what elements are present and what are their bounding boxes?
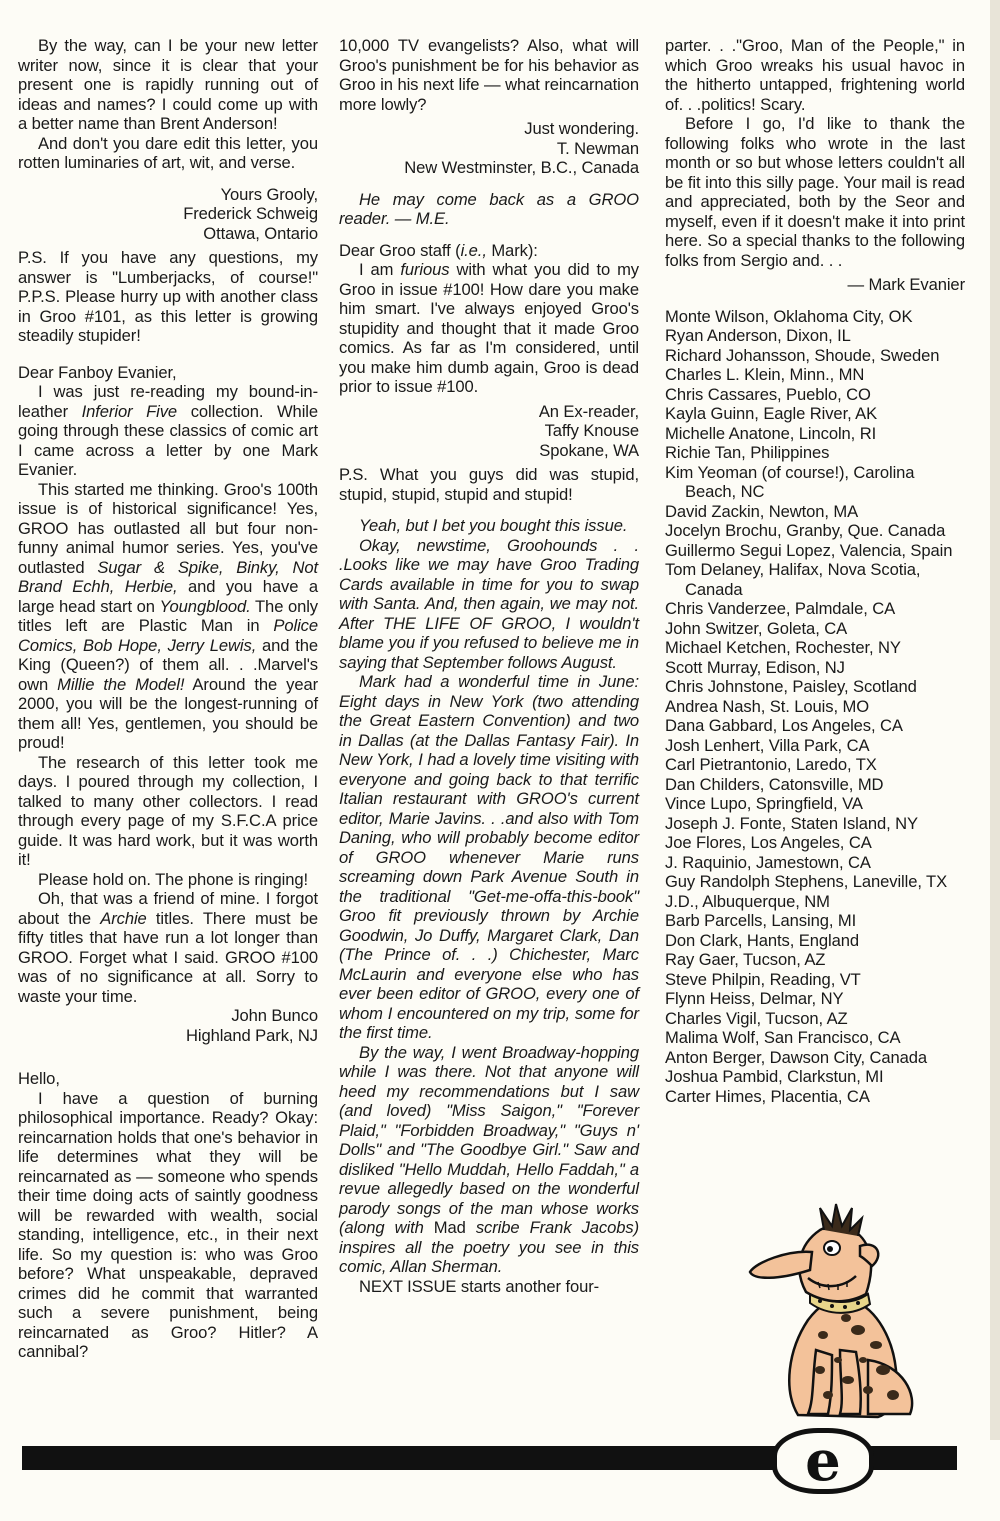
- letter4-paragraph: I am furious with what you did to my Groo in issue #100! How dare you make him smart. I've always enjoyed Groo's stupidity and thought that it made Groo comics. As far as I'm considered, until you make him dumb again, Groo is dead prior to issue #100.: [339, 260, 639, 396]
- reader-name-item: Michelle Anatone, Lincoln, RI: [665, 423, 877, 443]
- reader-name-item: Vince Lupo, Springfield, VA: [665, 794, 863, 813]
- reader-name-item: Ryan Anderson, Dixon, IL: [665, 326, 851, 345]
- reader-name-item: Richie Tan, Philippines: [665, 443, 830, 462]
- editor-signature: — Mark Evanier: [847, 275, 965, 294]
- letter2-paragraph: The research of this letter took me days. I poured through my collection, I talked to many other collectors. I read through every page of my S.F.C.A price guide. It was hard work, but it was worth it!: [18, 752, 318, 869]
- signature-name: Taffy Knouse: [544, 421, 639, 440]
- salutation: Dear Fanboy Evanier,: [18, 362, 177, 382]
- reader-name-item: Dan Childers, Catonsville, MD: [665, 774, 884, 794]
- salutation: Hello,: [18, 1069, 60, 1088]
- postscript: P.S. What you guys did was stupid, stupid, stupid, stupid and stupid!: [339, 465, 639, 504]
- letter2-paragraph: Please hold on. The phone is ringing!: [38, 869, 308, 889]
- reader-name-item: Andrea Nash, St. Louis, MO: [665, 696, 869, 716]
- reader-name-item: Monte Wilson, Oklahoma City, OK: [665, 306, 913, 326]
- news-paragraph: Mark had a wonderful time in June: Eight days in New York (two attending the Great Eastern Convention) and two in Dallas (at the Dallas Fantasy Fair). In New York, I had a lovely time visiting with everyone and going back to that terrific Italian restaurant with GROO's current editor, Marie Javins. . .and also with Tom Daning, who will probably become editor of GROO whenever Marie runs screaming down Park Avenue South in the traditional "Get-me-offa-this-book" Groo fit previously thrown by Archie Goodwin, Jo Duffy, Margaret Clark, Dan (The Prince of. . .) Chichester, Marc McLaurin and everyone else who has ever been editor of GROO, every one of whom I encountered on my trip, some for the first time.: [339, 672, 639, 1042]
- reader-name-item: Guy Randolph Stephens, Laneville, TX: [665, 872, 948, 891]
- letter2-paragraph: This started me thinking. Groo's 100th issue is of historical significance! Yes, GROO has outlasted all but four non-funny animal humor series. Yes, you've outlasted Sugar & Spike, Binky, Not Brand Echh, Herbie, and you have a large head start on Youngblood. The only titles left are Plastic Man in Police Comics, Bob Hope, Jerry Lewis, and the King (Queen?) of them all. . .Marvel's own Millie the Model! Around the year 2000, you will be the longest-running of them all! Yes, gentlemen, you should be proud!: [18, 479, 318, 752]
- news-paragraph: By the way, I went Broadway-hopping while I was there. Not that anyone will heed my recommendations but I saw (and loved) "Miss Saigon," "Forever Plaid," "Forbidden Broadway," "Guys n' Dolls" and "The Goodbye Girl." Saw and disliked "Hello Muddah, Hello Faddah," a revue allegedly based on the wonderful parody songs of the man whose works (along with Mad scribe Frank Jacobs) inspires all the poetry you see in this comic, Allan Sherman.: [339, 1042, 639, 1276]
- letter2-paragraph: I was just re-reading my bound-in-leather Inferior Five collection. While going through these classics of comic art I came across a letter by one Mark Evanier.: [18, 382, 318, 479]
- reader-name-item: Don Clark, Hants, England: [665, 930, 859, 950]
- signature-line: Just wondering.: [524, 119, 639, 138]
- signature-name: John Bunco: [231, 1006, 318, 1025]
- news-paragraph: Okay, newstime, Groohounds . . .Looks like we may have Groo Trading Cards available in time for you to swap with Santa. And, then again, we may not. After THE LIFE OF GROO, I wouldn't blame you if you refused to believe me in saying that September follows August.: [339, 535, 639, 672]
- reader-name-item: Malima Wolf, San Francisco, CA: [665, 1028, 901, 1047]
- reader-name-item: Chris Vanderzee, Palmdale, CA: [665, 599, 896, 618]
- reader-name-item: Steve Philpin, Reading, VT: [665, 969, 861, 989]
- reader-name-item: Josh Lenhert, Villa Park, CA: [665, 735, 870, 755]
- cartoon-creature-illustration: [728, 1200, 968, 1422]
- reader-name-item: Charles L. Klein, Minn., MN: [665, 365, 865, 384]
- signature-place: Spokane, WA: [539, 440, 639, 460]
- signature-place: Ottawa, Ontario: [203, 223, 318, 243]
- reader-names-list: [665, 307, 965, 1107]
- next-issue-continued: parter. . ."Groo, Man of the People," in which Groo wreaks his usual havoc in the hitherto untapped, frightening world of. . .politics! Scary.: [665, 36, 965, 114]
- reader-name-item: Joshua Pambid, Clarkstun, MI: [665, 1067, 884, 1086]
- reader-name-item: Charles Vigil, Tucson, AZ: [665, 1008, 848, 1028]
- letter3-continued: 10,000 TV evangelists? Also, what will Groo's punishment be for his behavior as Groo in his next life — what reincarnation more lowly?: [339, 36, 639, 114]
- reader-name-item: Kayla Guinn, Eagle River, AK: [665, 404, 878, 423]
- footer-e-badge: e: [772, 1428, 874, 1494]
- signature-line: An Ex-reader,: [538, 401, 639, 421]
- reader-name-item: Flynn Heiss, Delmar, NY: [665, 989, 844, 1008]
- reader-name-item: Dana Gabbard, Los Angeles, CA: [665, 716, 903, 735]
- editor-reply: Yeah, but I bet you bought this issue.: [359, 516, 628, 535]
- signature-line: Yours Grooly,: [220, 184, 318, 204]
- editor-reply: He may come back as a GROO reader. — M.E.: [339, 189, 639, 228]
- column-2: [339, 36, 639, 1296]
- reader-name-item: Chris Cassares, Pueblo, CO: [665, 384, 871, 404]
- signature-place: Highland Park, NJ: [185, 1025, 318, 1045]
- reader-name-item: J.D., Albuquerque, NM: [665, 891, 830, 911]
- letter1-paragraph: And don't you dare edit this letter, you rotten luminaries of art, wit, and verse.: [18, 133, 318, 172]
- reader-name-item: Scott Murray, Edison, NJ: [665, 657, 845, 677]
- reader-name-item: Kim Yeoman (of course!), Carolina Beach, NC: [665, 462, 915, 501]
- reader-name-item: Chris Johnstone, Paisley, Scotland: [665, 677, 917, 696]
- signature-name: T. Newman: [556, 138, 639, 158]
- letter2-paragraph: Oh, that was a friend of mine. I forgot about the Archie titles. There must be fifty titles that have run a lot longer than GROO. Forget what I said. GROO #100 was of no significance at all. Sorry to waste your time.: [18, 889, 318, 1006]
- reader-name-item: John Switzer, Goleta, CA: [665, 618, 848, 638]
- reader-name-item: Michael Ketchen, Rochester, NY: [665, 638, 901, 657]
- reader-name-item: Guillermo Segui Lopez, Valencia, Spain: [665, 540, 953, 560]
- reader-name-item: J. Raquinio, Jamestown, CA: [665, 852, 871, 872]
- reader-name-item: David Zackin, Newton, MA: [665, 501, 859, 521]
- reader-name-item: Joe Flores, Los Angeles, CA: [665, 833, 872, 852]
- reader-name-item: Jocelyn Brochu, Granby, Que. Canada: [665, 521, 946, 540]
- salutation: Dear Groo staff (i.e., Mark):: [339, 240, 538, 260]
- thanks-paragraph: Before I go, I'd like to thank the following folks who wrote in the last month or so but whose letters couldn't all be fit into this silly page. Your mail is read and appreciated, both by the Seor and myself, even if it doesn't make it into print here. So a special thanks to the following folks from Sergio and. . .: [665, 114, 965, 270]
- reader-name-item: Barb Parcells, Lansing, MI: [665, 911, 857, 930]
- letter1-paragraph: By the way, can I be your new letter writer now, since it is clear that your present one is rapidly running out of ideas and names? I could come up with a better name than Brent Anderson!: [18, 36, 318, 133]
- reader-name-item: Carter Himes, Placentia, CA: [665, 1086, 870, 1106]
- reader-name-item: Anton Berger, Dawson City, Canada: [665, 1047, 928, 1067]
- reader-name-item: Carl Pietrantonio, Laredo, TX: [665, 755, 877, 774]
- signature-name: Frederick Schweig: [183, 204, 318, 223]
- signature-place: New Westminster, B.C., Canada: [404, 158, 639, 177]
- postscript: P.S. If you have any questions, my answer is "Lumberjacks, of course!" P.P.S. Please hurry up with another class in Groo #101, as this letter is growing steadily stupider!: [18, 248, 318, 345]
- reader-name-item: Richard Johansson, Shoude, Sweden: [665, 345, 940, 365]
- reader-name-item: Tom Delaney, Halifax, Nova Scotia, Canada: [665, 560, 921, 599]
- next-issue-paragraph: NEXT ISSUE starts another four-: [359, 1276, 600, 1296]
- column-3: [665, 36, 965, 1106]
- column-1: [18, 36, 318, 1362]
- letter3-paragraph: I have a question of burning philosophical importance. Ready? Okay: reincarnation holds that one's behavior in life determines what they will be reincarnated as — someone who spends their time doing acts of saintly goodness will be rewarded with wealth, social standing, intelligence, etc., in their next life. So my question is: who was Groo before? What unspeakable, depraved crimes did he commit that warranted such a severe punishment, being reincarnated as Groo? Hitler? A cannibal?: [18, 1088, 318, 1361]
- reader-name-item: Joseph J. Fonte, Staten Island, NY: [665, 813, 919, 833]
- reader-name-item: Ray Gaer, Tucson, AZ: [665, 950, 826, 969]
- page-edge: [990, 0, 1000, 1440]
